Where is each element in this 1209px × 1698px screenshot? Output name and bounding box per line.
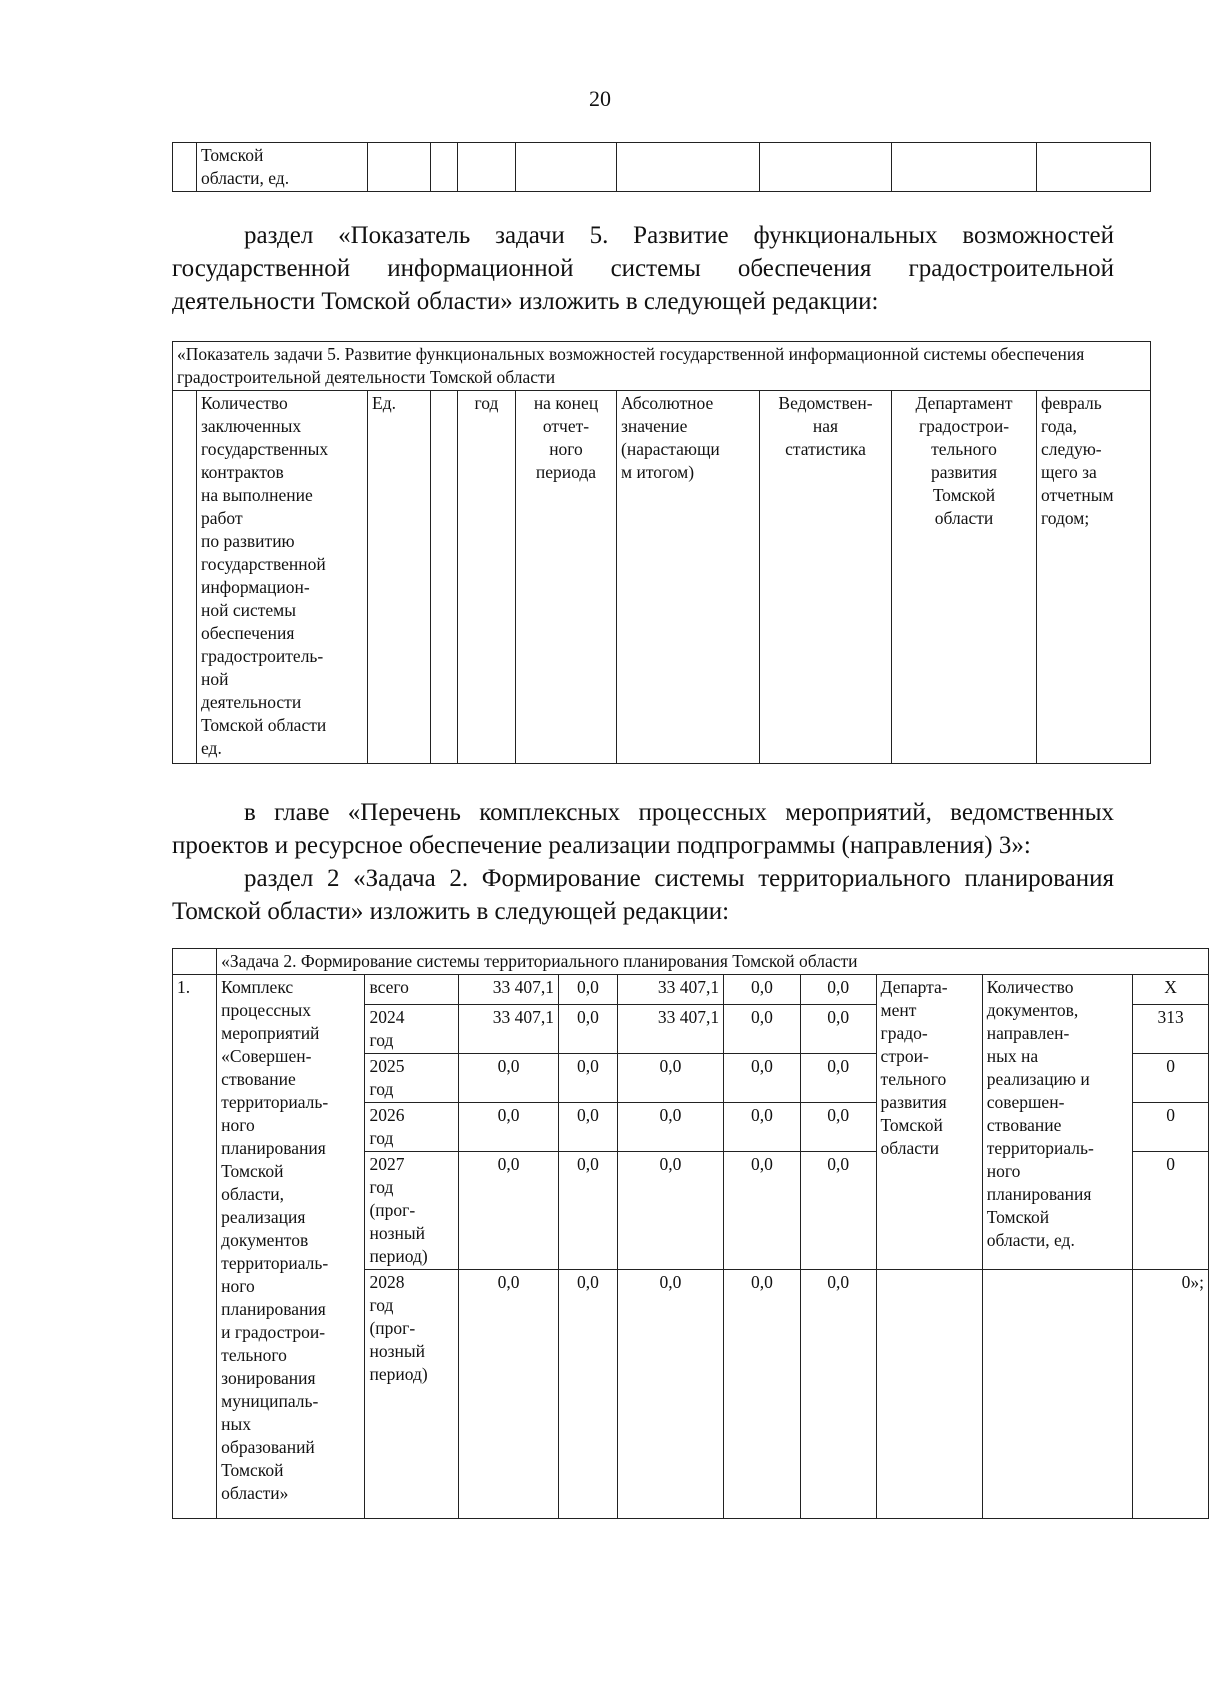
year-cell: год [458, 391, 516, 764]
local-value: 0,0 [724, 1103, 801, 1152]
federal-value: 0,0 [558, 1054, 617, 1103]
federal-value: 0,0 [558, 1103, 617, 1152]
target-value: 0»; [1133, 1270, 1209, 1519]
regional-value: 0,0 [617, 1152, 723, 1270]
paragraph-chapter: в главе «Перечень комплексных процессных мероприятий, ведомственных проектов и ресурсное обеспечение реализации подпрограммы (направления) 3»: [172, 799, 1114, 859]
total-value: 0,0 [459, 1103, 559, 1152]
other-value: 0,0 [800, 975, 876, 1005]
regional-value: 33 407,1 [617, 1005, 723, 1054]
activity-name: Комплекс процессных мероприятий «Совершен- ствование территориаль- ного планирования Томской области, реализация документов территориаль- ного планирования и градострои- тельного зонирования муниципаль- ных образований Томской области» [217, 975, 365, 1519]
fragment-cell [760, 143, 892, 192]
regional-value: 0,0 [617, 1270, 723, 1519]
regional-value: 0,0 [617, 1054, 723, 1103]
local-value: 0,0 [724, 1270, 801, 1519]
empty-cell [173, 391, 197, 764]
table-header: «Показатель задачи 5. Развитие функциональных возможностей государственной информационной системы обеспечения градостроительной деятельности Томской области [173, 342, 1151, 391]
page-number: 20 [589, 86, 611, 111]
fragment-cell [892, 143, 1037, 192]
target-value: 313 [1133, 1005, 1209, 1054]
paragraph-section-5: раздел «Показатель задачи 5. Развитие функциональных возможностей государственной информационной системы обеспечения градостроительной деятельности Томской области» изложить в следующей редакции: [172, 222, 1114, 315]
deadline-cell: февраль года, следую- щего за отчетным годом; [1037, 391, 1151, 764]
value-type-cell: Абсолютное значение (нарастающи м итогом) [617, 391, 760, 764]
federal-value: 0,0 [558, 1152, 617, 1270]
other-value: 0,0 [800, 1103, 876, 1152]
period-cell: 2027 год (прог- нозный период) [365, 1152, 459, 1270]
top-fragment-table [172, 142, 1151, 192]
empty-cell [173, 949, 217, 975]
period-cell: 2025 год [365, 1054, 459, 1103]
federal-value: 0,0 [558, 1270, 617, 1519]
regional-value: 33 407,1 [617, 975, 723, 1005]
other-value: 0,0 [800, 1152, 876, 1270]
row-number: 1. [173, 975, 217, 1519]
fragment-cell [458, 143, 516, 192]
regional-value: 0,0 [617, 1103, 723, 1152]
responsible-department: Департа- мент градо- строи- тельного развития Томской области [876, 975, 982, 1270]
task2-header: «Задача 2. Формирование системы территориального планирования Томской области [217, 949, 1209, 975]
target-value: X [1133, 975, 1209, 1005]
indicator-task5-table [172, 341, 1151, 764]
fragment-indicator-cell: Томской области, ед. [197, 143, 368, 192]
other-value: 0,0 [800, 1270, 876, 1519]
paragraph-section-2: раздел 2 «Задача 2. Формирование системы территориального планирования Томской области» изложить в следующей редакции: [172, 865, 1114, 925]
other-value: 0,0 [800, 1054, 876, 1103]
indicator-name: Количество заключенных государственных контрактов на выполнение работ по развитию государственной информацион- ной системы обеспечения градостроитель- ной деятельности Томской области ед. [197, 391, 368, 764]
total-value: 33 407,1 [459, 1005, 559, 1054]
total-value: 0,0 [459, 1054, 559, 1103]
total-value: 33 407,1 [459, 975, 559, 1005]
target-value: 0 [1133, 1103, 1209, 1152]
responsible-cell: Департамент градострои- тельного развития Томской области [892, 391, 1037, 764]
other-value: 0,0 [800, 1005, 876, 1054]
empty-cell [431, 391, 458, 764]
period-cell: всего [365, 975, 459, 1005]
period-cell: 2028 год (прог- нозный период) [365, 1270, 459, 1519]
source-cell: Ведомствен- ная статистика [760, 391, 892, 764]
total-value: 0,0 [459, 1152, 559, 1270]
period-cell: на конец отчет- ного периода [516, 391, 617, 764]
target-value: 0 [1133, 1054, 1209, 1103]
federal-value: 0,0 [558, 1005, 617, 1054]
local-value: 0,0 [724, 975, 801, 1005]
fragment-cell [516, 143, 617, 192]
federal-value: 0,0 [558, 975, 617, 1005]
total-value: 0,0 [459, 1270, 559, 1519]
fragment-cell [431, 143, 458, 192]
empty-cell [982, 1270, 1132, 1519]
task2-table [172, 948, 1209, 1519]
local-value: 0,0 [724, 1152, 801, 1270]
target-value: 0 [1133, 1152, 1209, 1270]
local-value: 0,0 [724, 1054, 801, 1103]
local-value: 0,0 [724, 1005, 801, 1054]
fragment-cell [617, 143, 760, 192]
period-cell: 2026 год [365, 1103, 459, 1152]
fragment-cell [1037, 143, 1151, 192]
indicator-name: Количество документов, направлен- ных на реализацию и совершен- ствование территориаль- ного планирования Томской области, ед. [982, 975, 1132, 1270]
unit-cell: Ед. [368, 391, 431, 764]
fragment-cell [173, 143, 197, 192]
fragment-cell [368, 143, 431, 192]
empty-cell [876, 1270, 982, 1519]
period-cell: 2024 год [365, 1005, 459, 1054]
